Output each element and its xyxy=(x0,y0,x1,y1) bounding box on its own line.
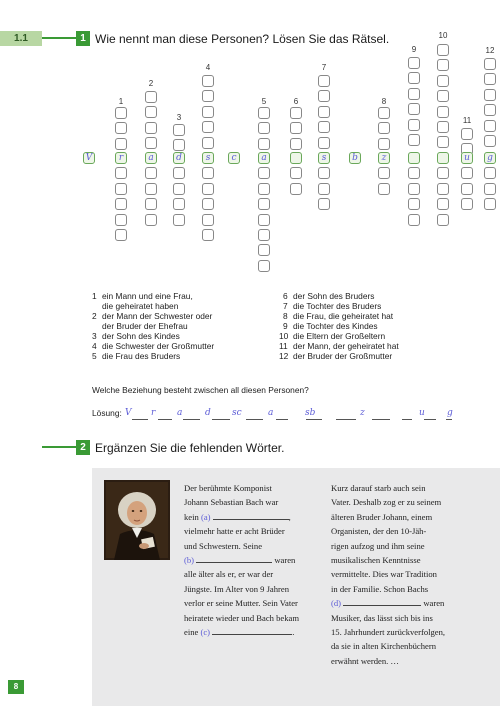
crossword-cell[interactable] xyxy=(437,214,449,226)
crossword-cell[interactable] xyxy=(408,167,420,179)
clue-9: 9 die Tochter des Kindes xyxy=(283,321,378,331)
solution-letter: a xyxy=(268,408,274,418)
crossword-cell[interactable] xyxy=(484,183,496,195)
crossword-cell[interactable] xyxy=(258,198,270,210)
crossword-cell[interactable] xyxy=(408,103,420,115)
clue-number-label: 9 xyxy=(411,45,417,54)
crossword-cell[interactable] xyxy=(408,119,420,131)
crossword-cell[interactable] xyxy=(318,90,330,102)
crossword-cell[interactable] xyxy=(437,121,449,133)
solution-cell[interactable]: V xyxy=(83,152,95,164)
crossword-cell[interactable] xyxy=(290,167,302,179)
clue-number-label: 8 xyxy=(381,97,387,106)
crossword-cell[interactable] xyxy=(318,75,330,87)
solution-letter: u xyxy=(419,408,425,418)
solution-cell[interactable]: r xyxy=(115,152,127,164)
crossword-cell[interactable] xyxy=(173,198,185,210)
exercise-2-title: Ergänzen Sie die fehlenden Wörter. xyxy=(95,441,285,455)
clue-number-label: 10 xyxy=(438,31,448,40)
crossword-cell[interactable] xyxy=(145,91,157,103)
crossword-cell[interactable] xyxy=(115,229,127,241)
solution-blank xyxy=(212,419,230,420)
crossword-cell[interactable] xyxy=(318,183,330,195)
crossword-cell[interactable] xyxy=(290,183,302,195)
clue-number-label: 2 xyxy=(148,79,154,88)
crossword-cell[interactable] xyxy=(437,183,449,195)
solution-blank xyxy=(246,419,263,420)
solution-letter: sc xyxy=(232,408,242,418)
solution-letter: V xyxy=(125,408,132,418)
clue-11: 11 der Mann, der geheiratet hat xyxy=(279,341,399,351)
clue-number-label: 11 xyxy=(462,116,472,125)
crossword-cell[interactable] xyxy=(145,122,157,134)
blank-d[interactable] xyxy=(343,596,421,606)
crossword-cell[interactable] xyxy=(258,244,270,256)
section-badge: 1.1 xyxy=(0,31,42,46)
exercise-1-number: 1 xyxy=(76,31,90,46)
crossword-cell[interactable] xyxy=(437,167,449,179)
crossword-cell[interactable] xyxy=(408,198,420,210)
clue-2-cont: der Bruder der Ehefrau xyxy=(102,321,188,331)
crossword-cell[interactable] xyxy=(318,198,330,210)
crossword-cell[interactable] xyxy=(202,137,214,149)
solution-blank xyxy=(372,419,390,420)
header-bar-2 xyxy=(42,446,76,448)
solution-blank xyxy=(402,419,412,420)
solution-cell[interactable]: d xyxy=(173,152,185,164)
crossword-cell[interactable] xyxy=(408,72,420,84)
crossword-cell[interactable] xyxy=(484,167,496,179)
solution-blank xyxy=(336,419,356,420)
crossword-cell[interactable] xyxy=(461,183,473,195)
crossword-cell[interactable] xyxy=(145,137,157,149)
crossword-cell[interactable] xyxy=(202,90,214,102)
crossword-cell[interactable] xyxy=(115,107,127,119)
clue-8: 8 die Frau, die geheiratet hat xyxy=(283,311,394,321)
crossword-cell[interactable] xyxy=(484,89,496,101)
clue-number-label: 5 xyxy=(261,97,267,106)
crossword-cell[interactable] xyxy=(115,183,127,195)
page-number: 8 xyxy=(8,680,24,694)
solution-blank xyxy=(306,419,322,420)
solution-blank xyxy=(158,419,172,420)
crossword-cell[interactable] xyxy=(202,121,214,133)
crossword-cell[interactable] xyxy=(202,106,214,118)
clue-4: 4 die Schwester der Großmutter xyxy=(92,341,215,351)
clue-number-label: 3 xyxy=(176,113,182,122)
crossword-cell[interactable] xyxy=(378,122,390,134)
crossword-cell[interactable] xyxy=(290,107,302,119)
clue-number-label: 4 xyxy=(205,63,211,72)
crossword-cell[interactable] xyxy=(145,198,157,210)
crossword-cell[interactable] xyxy=(115,122,127,134)
solution-blank xyxy=(276,419,288,420)
blank-b[interactable] xyxy=(196,553,272,563)
crossword-cell[interactable] xyxy=(461,198,473,210)
clue-number-label: 7 xyxy=(321,63,327,72)
clue-12: 12 der Bruder der Großmutter xyxy=(279,351,393,361)
solution-cell[interactable]: z xyxy=(378,152,390,164)
solution-letter: g xyxy=(447,408,453,418)
solution-cell[interactable] xyxy=(408,152,420,164)
solution-letter: a xyxy=(177,408,183,418)
crossword-cell[interactable] xyxy=(318,137,330,149)
crossword-cell[interactable] xyxy=(145,167,157,179)
solution-letter: z xyxy=(360,408,365,418)
crossword-cell[interactable] xyxy=(202,214,214,226)
crossword-cell[interactable] xyxy=(258,229,270,241)
crossword-cell[interactable] xyxy=(115,198,127,210)
exercise-2-number: 2 xyxy=(76,440,90,455)
crossword-cell[interactable] xyxy=(115,214,127,226)
crossword-cell[interactable] xyxy=(408,214,420,226)
crossword-cell[interactable] xyxy=(258,214,270,226)
crossword-cell[interactable] xyxy=(408,183,420,195)
crossword-cell[interactable] xyxy=(173,183,185,195)
crossword-cell[interactable] xyxy=(437,75,449,87)
crossword-cell[interactable] xyxy=(461,167,473,179)
crossword-cell[interactable] xyxy=(173,214,185,226)
solution-line[interactable] xyxy=(92,408,452,422)
clue-3: 3 der Sohn des Kindes xyxy=(92,331,180,341)
crossword-cell[interactable] xyxy=(115,138,127,150)
crossword-cell[interactable] xyxy=(115,167,127,179)
crossword-cell[interactable] xyxy=(484,58,496,70)
crossword-cell[interactable] xyxy=(318,167,330,179)
crossword-cell[interactable] xyxy=(145,183,157,195)
crossword-cell[interactable] xyxy=(408,88,420,100)
clue-1-cont: die geheiratet haben xyxy=(102,301,179,311)
solution-cell[interactable]: a xyxy=(145,152,157,164)
crossword-cell[interactable] xyxy=(290,122,302,134)
crossword-cell[interactable] xyxy=(484,104,496,116)
crossword-cell[interactable] xyxy=(378,167,390,179)
crossword-cell[interactable] xyxy=(318,106,330,118)
crossword-cell[interactable] xyxy=(202,183,214,195)
clue-number-label: 6 xyxy=(293,97,299,106)
crossword-cell[interactable] xyxy=(378,183,390,195)
crossword-cell[interactable] xyxy=(173,139,185,151)
crossword-grid xyxy=(0,0,500,290)
clue-number-label: 1 xyxy=(118,97,124,106)
crossword-cell[interactable] xyxy=(258,183,270,195)
solution-cell[interactable]: a xyxy=(258,152,270,164)
clues-right xyxy=(279,291,483,361)
clue-6: 6 der Sohn des Bruders xyxy=(283,291,375,301)
crossword-cell[interactable] xyxy=(408,134,420,146)
exercise-1-title: Wie nennt man diese Personen? Lösen Sie das Rätsel. xyxy=(95,32,390,46)
solution-cell[interactable]: u xyxy=(461,152,473,164)
crossword-cell[interactable] xyxy=(437,90,449,102)
crossword-cell[interactable] xyxy=(145,106,157,118)
blank-c[interactable] xyxy=(212,625,292,635)
crossword-cell[interactable] xyxy=(408,57,420,69)
crossword-cell[interactable] xyxy=(378,138,390,150)
crossword-cell[interactable] xyxy=(484,198,496,210)
solution-cell[interactable] xyxy=(437,152,449,164)
crossword-cell[interactable] xyxy=(318,121,330,133)
solution-blank xyxy=(183,419,200,420)
solution-cell[interactable]: s xyxy=(202,152,214,164)
clue-2: 2 der Mann der Schwester oder xyxy=(92,311,213,321)
crossword-cell[interactable] xyxy=(437,106,449,118)
crossword-cell[interactable] xyxy=(145,214,157,226)
crossword-cell[interactable] xyxy=(437,198,449,210)
clues-left xyxy=(92,291,272,361)
solution-cell[interactable]: s xyxy=(318,152,330,164)
solution-blank xyxy=(132,419,148,420)
solution-label: Lösung: xyxy=(92,408,122,418)
crossword-cell[interactable] xyxy=(484,73,496,85)
clue-10: 10 die Eltern der Großeltern xyxy=(279,331,386,341)
clue-5: 5 die Frau des Bruders xyxy=(92,351,181,361)
crossword-cell[interactable] xyxy=(258,138,270,150)
question: Welche Beziehung besteht zwischen all diesen Personen? xyxy=(92,385,309,395)
crossword-cell[interactable] xyxy=(461,128,473,140)
bach-portrait xyxy=(104,480,170,560)
crossword-cell[interactable] xyxy=(258,107,270,119)
crossword-cell[interactable] xyxy=(290,138,302,150)
crossword-cell[interactable] xyxy=(437,136,449,148)
crossword-cell[interactable] xyxy=(202,75,214,87)
crossword-cell[interactable] xyxy=(258,260,270,272)
solution-entries xyxy=(92,408,452,422)
crossword-cell[interactable] xyxy=(378,107,390,119)
crossword-cell[interactable] xyxy=(202,198,214,210)
crossword-cell[interactable] xyxy=(173,124,185,136)
crossword-cell[interactable] xyxy=(437,59,449,71)
blank-a[interactable] xyxy=(213,510,289,520)
clue-number-label: 12 xyxy=(485,46,495,55)
solution-letter: d xyxy=(205,408,211,418)
solution-cell[interactable]: g xyxy=(484,152,496,164)
crossword-cell[interactable] xyxy=(484,135,496,147)
crossword-cell[interactable] xyxy=(258,122,270,134)
clue-7: 7 die Tochter des Bruders xyxy=(283,301,382,311)
clue-1: 1 ein Mann und eine Frau, xyxy=(92,291,193,301)
solution-blank xyxy=(424,419,436,420)
solution-letter: sb xyxy=(305,408,316,418)
solution-cell[interactable] xyxy=(290,152,302,164)
crossword-cell[interactable] xyxy=(437,44,449,56)
solution-blank xyxy=(446,419,452,420)
solution-letter: r xyxy=(151,408,156,418)
text-column-1: Der berühmte Komponist Johann Sebastian Bach war kein (a) , vielmehr hatte er acht Brüder und Schwestern. Seine (b) waren alle älter als er, er war der Jüngste. Im Alter von 9 Jahren verlor er seine Mutter. Sein Vater heiratete wieder und Bach bekam eine (c) . xyxy=(184,483,300,638)
text-column-2: Kurz darauf starb auch sein Vater. Deshalb zog er zu seinem älteren Bruder Johann, einem Organisten, der den 10-Jäh- rigen aufzog und ihm seine musikalischen Kenntnisse vermittelte. Dies war Tradition in der Familie. Schon Bachs (d) waren Musiker, das lässt sich bis ins 15. Jahrhundert zurückverfolgen, da sie in alten Kirchenbüchern erwähnt werden. … xyxy=(331,483,446,666)
crossword-cell[interactable] xyxy=(258,167,270,179)
crossword-cell[interactable] xyxy=(202,229,214,241)
crossword-cell[interactable] xyxy=(484,120,496,132)
solution-cell[interactable]: c xyxy=(228,152,240,164)
crossword-cell[interactable] xyxy=(202,167,214,179)
crossword-cell[interactable] xyxy=(173,167,185,179)
solution-cell[interactable]: b xyxy=(349,152,361,164)
